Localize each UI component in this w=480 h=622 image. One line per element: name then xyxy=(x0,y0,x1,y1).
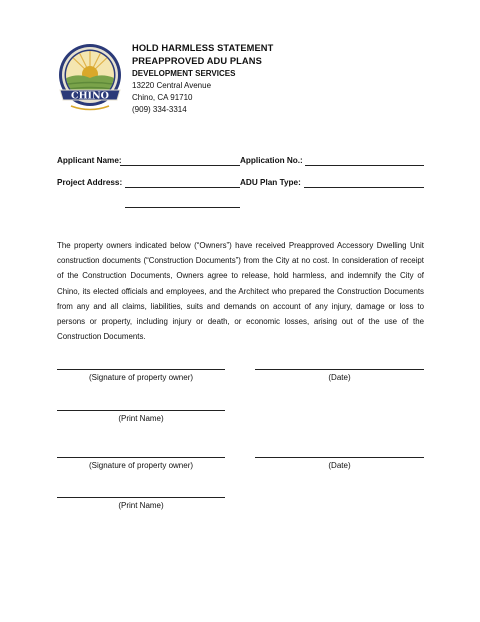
owner-signature-line-2[interactable] xyxy=(57,457,225,458)
project-address-field-line2[interactable] xyxy=(125,207,240,208)
city-seal xyxy=(57,40,123,118)
signature-caption: (Signature of property owner) xyxy=(88,461,194,470)
street-address: 13220 Central Avenue xyxy=(132,81,212,90)
print-name-caption: (Print Name) xyxy=(118,414,164,423)
project-address-field[interactable] xyxy=(125,187,240,188)
print-name-caption: (Print Name) xyxy=(118,501,164,510)
chino-seal-icon xyxy=(57,40,123,118)
applicant-name-label: Applicant Name: xyxy=(57,156,122,165)
applicant-name-field[interactable] xyxy=(120,165,240,166)
application-no-field[interactable] xyxy=(305,165,424,166)
department-name: DEVELOPMENT SERVICES xyxy=(132,69,236,78)
signature-caption: (Signature of property owner) xyxy=(88,373,194,382)
adu-plan-type-field[interactable] xyxy=(304,187,424,188)
adu-plan-type-label: ADU Plan Type: xyxy=(240,178,301,187)
print-name-line-2[interactable] xyxy=(57,497,225,498)
project-address-label: Project Address: xyxy=(57,178,123,187)
owner-signature-line-1[interactable] xyxy=(57,369,225,370)
print-name-line-1[interactable] xyxy=(57,410,225,411)
seal-text: CHINO xyxy=(71,90,109,102)
date-line-2[interactable] xyxy=(255,457,424,458)
document-title: HOLD HARMLESS STATEMENT xyxy=(132,43,274,53)
date-caption: (Date) xyxy=(328,461,351,470)
city-state-zip: Chino, CA 91710 xyxy=(132,93,193,102)
date-line-1[interactable] xyxy=(255,369,424,370)
phone-number: (909) 334-3314 xyxy=(132,105,187,114)
application-no-label: Application No.: xyxy=(240,156,303,165)
date-caption: (Date) xyxy=(328,373,351,382)
document-subtitle: PREAPPROVED ADU PLANS xyxy=(132,56,262,66)
hold-harmless-statement: The property owners indicated below (“Owners”) have received Preapproved Accessory Dwelling Unit construction documents (“Construction Documents”) from the City at no cost. In consideration of receipt of the Construction Documents, Owners agree to release, hold harmless, and indemnify the City of Chino, its elected officials and employees, and the Architect who prepared the Construction Documents from any and all claims, liabilities, suits and demands on account of any injury, damage or loss to persons or property, including injury or death, or economic losses, arising out of the use of the Construction Documents. xyxy=(57,241,424,342)
